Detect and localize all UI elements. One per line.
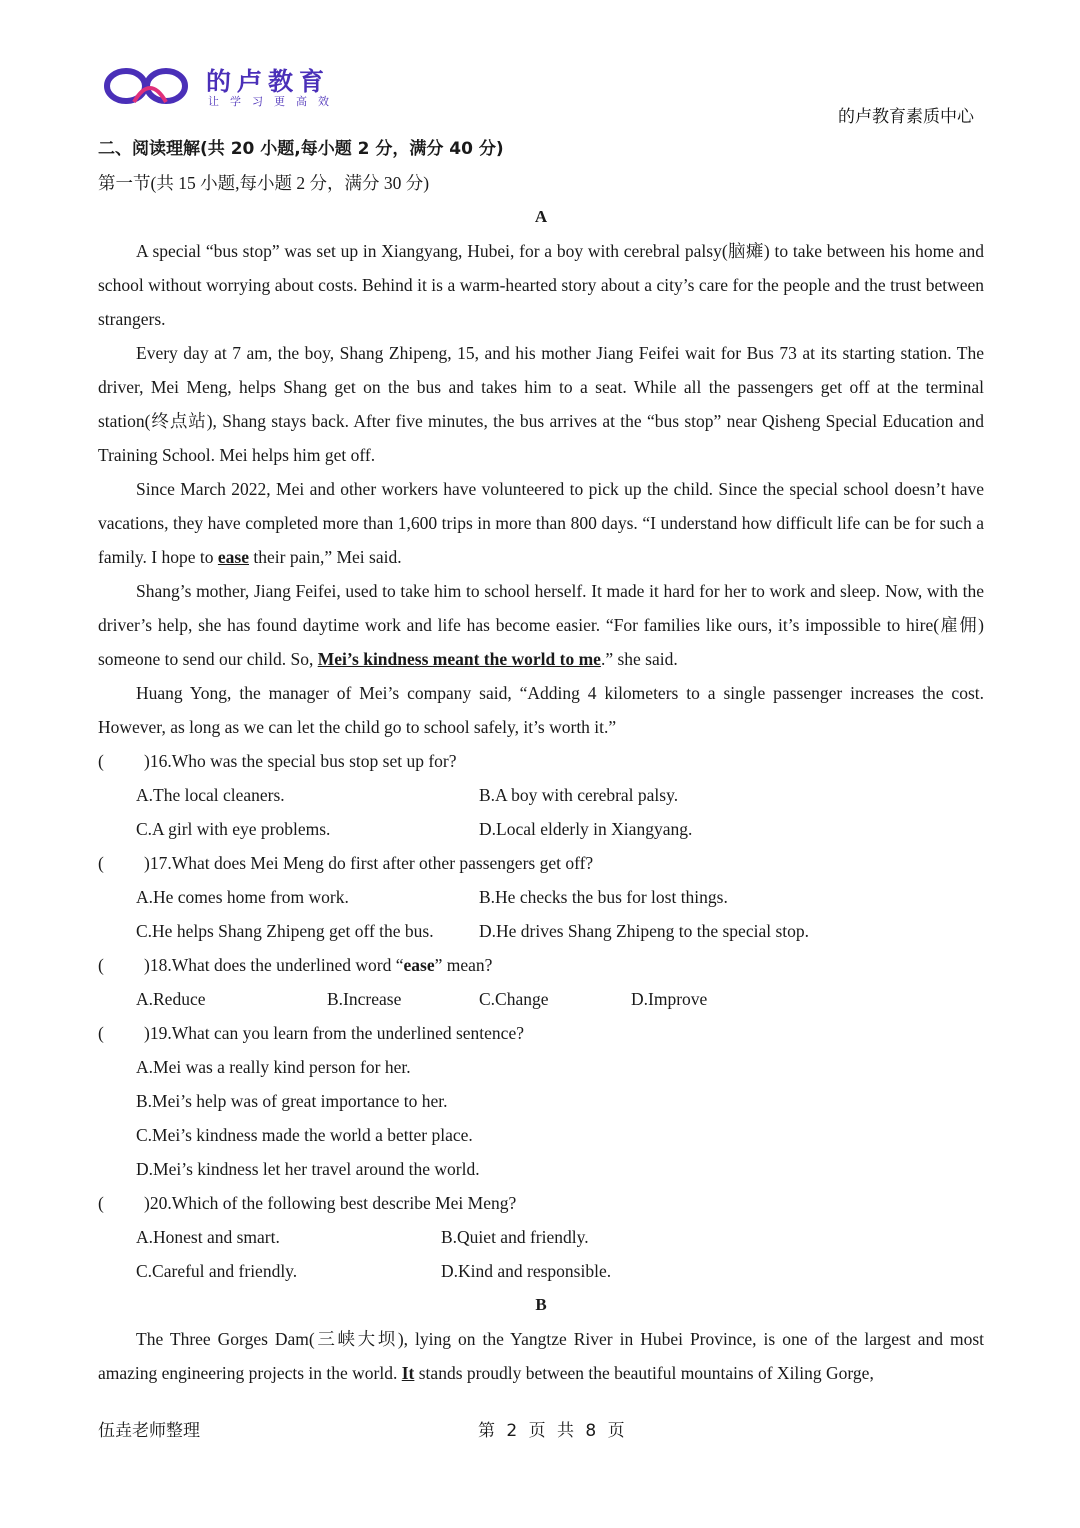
passage-a-paragraph-3: Since March 2022, Mei and other workers have volunteered to pick up the child. Since the special school doesn’t have vacations, they have completed more than 1,600 trips in more than 800 days. “I understand how difficult life can be for such a family. I hope to ease their pain,” Mei said. [98, 479, 984, 567]
document-content [98, 132, 984, 1390]
section-title: 二、阅读理解(共 20 小题,每小题 2 分，满分 40 分) [98, 139, 504, 159]
option-d: D.Local elderly in Xiangyang. [479, 819, 693, 839]
logo-mark-icon [104, 64, 196, 108]
option-a: A.The local cleaners. [136, 785, 285, 805]
options-row [98, 982, 984, 1016]
options-row [98, 1254, 984, 1288]
option-b: B.A boy with cerebral palsy. [479, 785, 679, 805]
passage-a-paragraph-4: Shang’s mother, Jiang Feifei, used to take him to school herself. It made it hard for her to work and sleep. Now, with the driver’s help, she has found daytime work and life has become easier. “For families like ours, it’s impossible to hire(雇佣) someone to send our child. So, Mei’s kindness meant the world to me.” she said. [98, 581, 984, 669]
answer-blank[interactable]: ( [98, 1193, 104, 1213]
option-a: A.Reduce [136, 989, 206, 1009]
options-row [98, 812, 984, 846]
option-b: B.Quiet and friendly. [441, 1227, 589, 1247]
option-b: B.He checks the bus for lost things. [479, 887, 728, 907]
answer-blank[interactable]: ( [98, 751, 104, 771]
option-c: C.Careful and friendly. [136, 1261, 298, 1281]
passage-b-paragraph-1: The Three Gorges Dam(三峡大坝), lying on the Yangtze River in Hubei Province, is one of the largest and most amazing engineering projects in the world. It stands proudly between the beautiful mountains of Xiling Gorge, [98, 1329, 984, 1383]
section-subtitle: 第一节(共 15 小题,每小题 2 分，满分 30 分) [98, 173, 430, 193]
question-16 [98, 744, 984, 778]
option-a: A.Mei was a really kind person for her. [136, 1057, 411, 1077]
options-row [98, 914, 984, 948]
option-d: D.Improve [631, 989, 708, 1009]
option-c: C.Change [479, 989, 549, 1009]
question-20 [98, 1186, 984, 1220]
answer-blank[interactable]: ( [98, 1023, 104, 1043]
option-b: B.Increase [327, 989, 402, 1009]
option-d: D.He drives Shang Zhipeng to the special stop. [479, 921, 810, 941]
logo [104, 60, 354, 110]
underlined-word: It [401, 1363, 415, 1383]
page-number: 第 2 页 共 8 页 [478, 1421, 625, 1441]
question-text: )20.Which of the following best describe Mei Meng? [144, 1193, 517, 1213]
option-c: C.Mei’s kindness made the world a better place. [136, 1125, 473, 1145]
option-d: D.Mei’s kindness let her travel around the world. [136, 1159, 480, 1179]
option-b: B.Mei’s help was of great importance to her. [136, 1091, 448, 1111]
question-17 [98, 846, 984, 880]
options-row [98, 880, 984, 914]
passage-b-letter: B [535, 1295, 547, 1314]
logo-name: 的卢教育 [206, 67, 331, 96]
option-d: D.Kind and responsible. [441, 1261, 612, 1281]
passage-a-paragraph-2: Every day at 7 am, the boy, Shang Zhipeng, 15, and his mother Jiang Feifei wait for Bus 73 at its starting station. The driver, Mei Meng, helps Shang get on the bus and takes him to a seat. While all the passengers get off at the terminal station(终点站), Shang stays back. After five minutes, the bus arrives at the “bus stop” near Qisheng Special Education and Training School. Mei helps him get off. [98, 343, 984, 465]
question-19 [98, 1016, 984, 1050]
question-text: )16.Who was the special bus stop set up for? [144, 751, 457, 771]
options-row [98, 778, 984, 812]
answer-blank[interactable]: ( [98, 853, 104, 873]
question-text: )17.What does Mei Meng do first after other passengers get off? [144, 853, 594, 873]
underlined-sentence: Mei’s kindness meant the world to me [317, 649, 601, 669]
passage-a-paragraph-5: Huang Yong, the manager of Mei’s company said, “Adding 4 kilometers to a single passenger increases the cost. However, as long as we can let the child go to school safely, it’s worth it.” [98, 683, 984, 737]
question-text: )19.What can you learn from the underlined sentence? [144, 1023, 524, 1043]
option-a: A.He comes home from work. [136, 887, 349, 907]
option-a: A.Honest and smart. [136, 1227, 280, 1247]
option-c: C.He helps Shang Zhipeng get off the bus. [136, 921, 434, 941]
passage-a-paragraph-1: A special “bus stop” was set up in Xiangyang, Hubei, for a boy with cerebral palsy(脑瘫) to take between his home and school without worrying about costs. Behind it is a warm-hearted story about a city’s care for the people and the trust between strangers. [98, 241, 984, 329]
footer-author: 伍垚老师整理 [98, 1421, 200, 1441]
logo-slogan: 让学习更高效 [208, 95, 340, 108]
option-c: C.A girl with eye problems. [136, 819, 331, 839]
options-row [98, 1220, 984, 1254]
bold-word: ease [403, 955, 435, 975]
question-18: ( )18.What does the underlined word “ease” mean? [98, 948, 984, 982]
passage-a-letter: A [534, 207, 548, 226]
answer-blank[interactable]: ( [98, 955, 104, 975]
center-name: 的卢教育素质中心 [838, 107, 974, 127]
underlined-word: ease [217, 547, 249, 567]
